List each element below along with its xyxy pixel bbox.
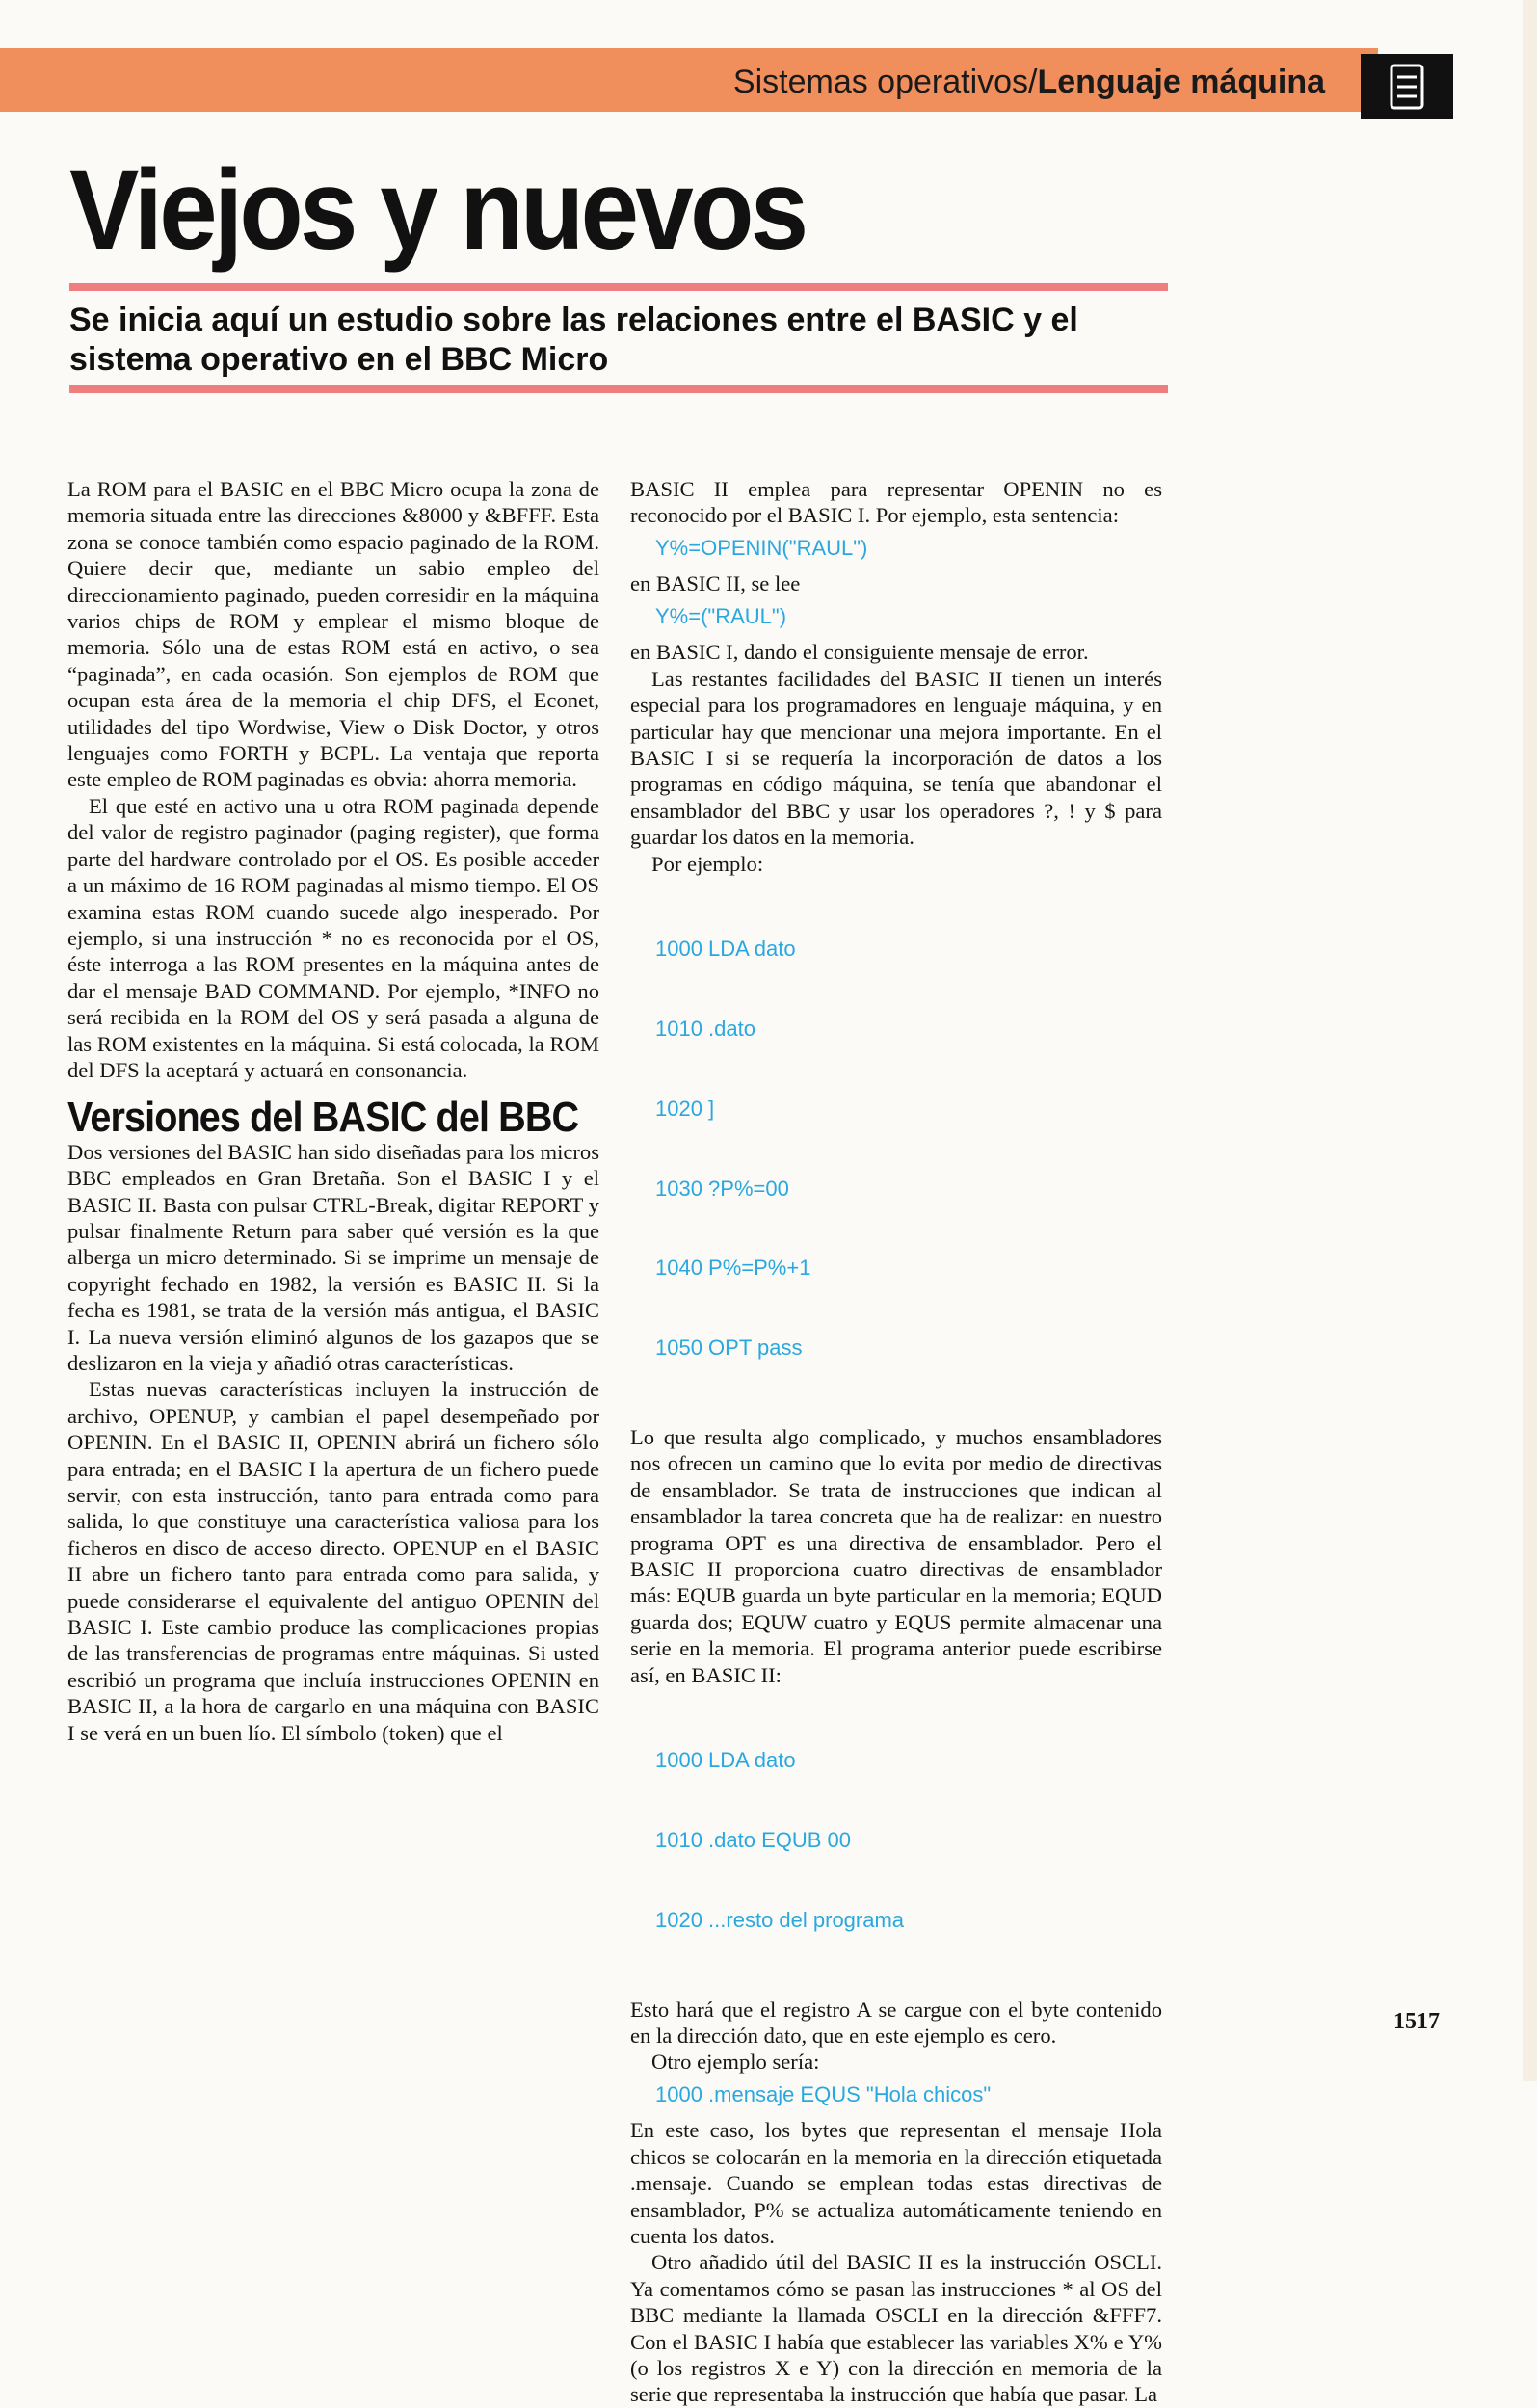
chip-icon xyxy=(1361,54,1453,119)
paragraph: El que esté en activo una u otra ROM paginada depende del valor de registro paginador (paging register), que forma parte del hardware controlado por el OS. Es posible acceder a un máximo de 16 ROM paginadas al mismo tiempo. El OS examina estas ROM cuando sucede algo inesperado. Por ejemplo, si una instrucción * no es reconocida por el OS, éste interroga a las ROM presentes en la máquina antes de dar el mensaje BAD COMMAND. Por ejemplo, *INFO no será recibida en la ROM del OS y será pasada a alguna de las ROM existentes en la máquina. Si está colocada, la ROM del DFS la aceptará y actuará en consonancia. xyxy=(67,793,599,1082)
page-title: Viejos y nuevos xyxy=(69,146,806,274)
code-line: 1020 ] xyxy=(655,1096,715,1121)
paragraph: Esto hará que el registro A se cargue con el byte contenido en la dirección dato, que en este ejemplo es cero. xyxy=(630,1997,1162,2048)
paragraph: en BASIC I, dando el consiguiente mensaje de error. xyxy=(630,640,1089,665)
code-line: 1040 P%=P%+1 xyxy=(655,1256,811,1281)
paragraph: Las restantes facilidades del BASIC II tienen un interés especial para los programadores en lenguaje máquina, y en particular hay que mencionar una mejora importante. En el BASIC I si se requería la incorporación de datos a los programas en código máquina, se tenía que abandonar el ensamblador del BBC y usar los operadores ?, ! y $ para guardar los datos en la memoria. xyxy=(630,666,1162,850)
paragraph: en BASIC II, se lee xyxy=(630,571,801,596)
page-edge xyxy=(1523,0,1537,2081)
code-line: Y%=OPENIN("RAUL") xyxy=(655,535,868,560)
code-line: 1030 ?P%=00 xyxy=(655,1176,789,1201)
paragraph: Lo que resulta algo complicado, y muchos ensambladores nos ofrecen un camino que lo evita por medio de directivas de ensamblador. Se trata de instrucciones que indican al ensamblador la tarea concreta que ha de realizar: en nuestro programa OPT es una directiva de ensamblador. Pero el BASIC II proporciona cuatro directivas de ensamblador más: EQUB guarda un byte particular en la memoria; EQUD guarda dos; EQUW cuatro y EQUS permite almacenar una serie en la memoria. El programa anterior puede escribirse así, en BASIC II: xyxy=(630,1424,1162,1687)
column-right xyxy=(630,476,1162,2408)
code-line: 1020 ...resto del programa xyxy=(655,1907,905,1932)
paragraph: Otro ejemplo sería: xyxy=(651,2050,820,2075)
code-line: 1050 OPT pass xyxy=(655,1336,803,1361)
paragraph: La ROM para el BASIC en el BBC Micro ocupa la zona de memoria situada entre las direcciones &8000 y &BFFF. Esta zona se conoce también como espacio paginado de la ROM. Quiere decir que, mediante un sabio empleo del direccionamiento paginado, pueden corresidir en la máquina varios chips de ROM y emplear el mismo bloque de memoria. Sólo una de estas ROM está en activo, o sea “paginada”, en cada ocasión. Son ejemplos de ROM que ocupan esta área de la memoria el chip DFS, el Econet, utilidades del tipo Wordwise, View o Disk Doctor, y otros lenguajes como FORTH y BCPL. La ventaja que reporta este empleo de ROM paginadas es obvia: ahorra memoria. xyxy=(67,477,599,792)
code-line: 1000 LDA dato xyxy=(655,1748,796,1773)
page-number: 1517 xyxy=(1393,2009,1440,2034)
code-block xyxy=(655,883,1162,1415)
title-rule-top xyxy=(69,283,1168,291)
paragraph: Por ejemplo: xyxy=(651,851,764,876)
code-line: 1000 LDA dato xyxy=(655,937,796,962)
code-line: 1010 .dato EQUB 00 xyxy=(655,1827,852,1852)
title-rule-bottom xyxy=(69,385,1168,393)
section-heading: Versiones del BASIC del BBC xyxy=(67,1094,579,1142)
subtitle: Se inicia aquí un estudio sobre las relaciones entre el BASIC y el sistema operativo en el BBC Micro xyxy=(69,302,1078,378)
code-block xyxy=(655,1694,1162,1987)
paragraph: Otro añadido útil del BASIC II es la instrucción OSCLI. Ya comentamos cómo se pasan las instrucciones * al OS del BBC mediante la llamada OSCLI en la dirección &FFF7. Con el BASIC I había que establecer las variables X% e Y% (o los registros X e Y) con la dirección en memoria de la serie que representaba la instrucción que había que pasar. La xyxy=(630,2250,1162,2407)
paragraph: Dos versiones del BASIC han sido diseñadas para los micros BBC empleados en Gran Bretaña. Son el BASIC I y el BASIC II. Basta con pulsar CTRL-Break, digitar REPORT y pulsar finalmente Return para saber qué versión es la que alberga un micro determinado. Si se imprime un mensaje de copyright fechado en 1982, la versión es BASIC II. Si la fecha es 1981, se trata de la versión más antigua, el BASIC I. La nueva versión eliminó algunos de los gazapos que se deslizaron en la vieja y añadió otras características. xyxy=(67,1139,599,1375)
paragraph: BASIC II emplea para representar OPENIN no es reconocido por el BASIC I. Por ejemplo, esta sentencia: xyxy=(630,477,1162,528)
code-line: 1010 .dato xyxy=(655,1017,755,1042)
paragraph: Estas nuevas características incluyen la instrucción de archivo, OPENUP, y cambian el papel desempeñado por OPENIN. En el BASIC II, OPENIN abrirá un fichero sólo para entrada; en el BASIC I la apertura de un fichero puede servir, con esta instrucción, tanto para entrada como para salida, lo que constituye una característica valiosa para los ficheros en disco de acceso directo. OPENUP en el BASIC II abre un fichero tanto para entrada como para salida, y puede considerarse el equivalente del antiguo OPENIN del BASIC I. Este cambio produce las complicaciones propias de las transferencias de programas entre máquinas. Si usted escribió un programa que incluía instrucciones OPENIN en BASIC II, a la hora de cargarlo en una máquina con BASIC I se verá en un buen lío. El símbolo (token) que el xyxy=(67,1377,599,1745)
paragraph: En este caso, los bytes que representan el mensaje Hola chicos se colocarán en la memoria en la dirección etiquetada .mensaje. Cuando se emplean todas estas directivas de ensamblador, P% se actualiza automáticamente teniendo en cuenta los datos. xyxy=(630,2118,1162,2248)
code-line: 1000 .mensaje EQUS "Hola chicos" xyxy=(655,2081,992,2106)
column-left xyxy=(67,476,599,1746)
code-line: Y%=("RAUL") xyxy=(655,603,787,628)
section-header: Sistemas operativos/Lenguaje máquina xyxy=(732,64,1325,100)
